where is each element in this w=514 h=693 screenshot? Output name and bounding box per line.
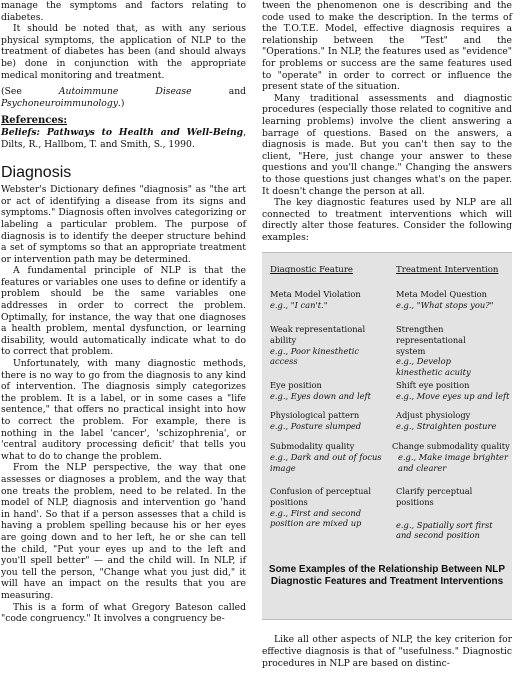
paragraph: Webster's Dictionary defines "diagnosis" as "the art or act of identifying a disease from its signs and symptoms." Diagnosis often involves categorizing or labeling a particular problem. The purpose of diagnosis is to identify the deeper structure behind a set of symptoms so that an appropriate treatment or intervention path may be determined.: [1, 184, 246, 265]
paragraph: A fundamental principle of NLP is that the features or variables one uses to define or identify a problem should be the same variables one addresses in order to correct the problem. Optimally, for instance, the way that one diagnoses a health problem, mental dysfunction, or learning disability, would automatically indicate what to do to correct that problem.: [1, 265, 246, 358]
left-column: [1, 0, 246, 625]
table-cell-feature: Submodality quality e.g., Dark and out of focus image: [270, 441, 382, 473]
paragraph: This is a form of what Gregory Bateson called "code congruency." It involves a congruency be-: [1, 601, 246, 625]
paragraph: It should be noted that, as with any serious physical symptoms, the application of NLP to the treatment of diabetes has been (and should always be) done in conjunction with the appropriate medical monitoring and treatment.: [1, 23, 246, 81]
paragraph: The key diagnostic features used by NLP are all connected to treatment interventions which will directly alter those features. Consider the following examples:: [262, 197, 512, 243]
table-cell-feature: Physiological pattern e.g., Posture slumped: [270, 410, 362, 432]
paragraph: manage the symptoms and factors relating to diabetes.: [1, 0, 246, 23]
table-cell-intervention: Change submodality quality e.g., Make image brighter and clearer: [392, 441, 510, 473]
paragraph: Unfortunately, with many diagnostic methods, there is no way to go from the diagnosis to any kind of intervention. The diagnosis simply categorizes the problem. It is a label, or in some cases a "life sentence," that offers no practical insight into how to correct the problem. For example, there is nothing in the label 'cancer', 'schizophrenia', or 'central auditory processing deficit' that tells you what to do to change the problem.: [1, 358, 246, 462]
table-cell-intervention: Strengthen representational system e.g., Develop kinesthetic acuity: [396, 324, 471, 377]
table-header-feature: Diagnostic Feature: [270, 265, 354, 276]
see-also-link-psychoneuroimmunology: Psychoneuroimmunology: [1, 97, 118, 109]
table-cell-feature: Meta Model Violation e.g., "I can't.": [270, 289, 361, 311]
table-cell-intervention: Clarify perceptual positions e.g., Spatially sort first and second position: [396, 486, 493, 541]
table-cell-intervention: Adjust physiology e.g., Straighten posture: [396, 410, 497, 432]
reference-entry: Beliefs: Pathways to Health and Well-Being, Dilts, R., Hallbom, T. and Smith, S., 1990.: [1, 126, 246, 150]
see-also-link-autoimmune: Autoimmune Disease: [58, 86, 192, 98]
table-header-intervention: Treatment Intervention: [396, 265, 499, 276]
table-cell-feature: Confusion of perceptual positions e.g., First and second position are mixed up: [270, 486, 372, 529]
paragraph: tween the phenomenon one is describing and the code used to make the description. In the terms of the T.O.T.E. Model, effective diagnosis requires a relationship between the "Test" and the "Operations." In NLP, the features used as "evidence" for problems or success are the same features used to "operate" in order to correct or influence the present state of the situation.: [262, 0, 512, 93]
paragraph: Many traditional assessments and diagnostic procedures (especially those related to cognitive and learning problems) involve the client answering a barrage of questions. Based on the answers, a diagnosis is made. But you can't then say to the client, "Here, just change your answer to these questions and you'll change." Changing the answers to those questions just changes what's on the paper. It doesn't change the person at all.: [262, 92, 512, 197]
paragraph: Like all other aspects of NLP, the key criterion for effective diagnosis is that of "usefulness." Diagnostic procedures in NLP are based on distinc-: [262, 634, 512, 669]
table-cell-intervention: Shift eye position e.g., Move eyes up and left: [396, 380, 510, 402]
table-caption: Some Examples of the Relationship Between NLP Diagnostic Features and Treatment Interventions: [268, 564, 506, 588]
see-also-note: (See Autoimmune Disease and Psychoneuroimmunology.): [1, 86, 246, 109]
section-heading: Diagnosis: [1, 164, 72, 182]
table-cell-feature: Weak representational ability e.g., Poor kinesthetic access: [270, 324, 366, 367]
references-heading: References:: [1, 115, 68, 127]
table-cell-intervention: Meta Model Question e.g., "What stops you?": [396, 289, 494, 311]
diagnostic-table: [262, 252, 512, 620]
table-cell-feature: Eye position e.g., Eyes down and left: [270, 380, 371, 402]
right-column: [262, 0, 512, 669]
paragraph: From the NLP perspective, the way that one assesses or diagnoses a problem, and the way that one treats the problem, need to be related. In the model of NLP, diagnosis and intervention go 'hand in hand'. So that if a person assesses that a child is having a problem spelling because his or her eyes are going down and to her left, he or she can tell the child, "Put your eyes up and to the left and you'll spell better" — and the child will. In NLP, if you tell the person, "Change what you just did," it will have an impact on the results that you are measuring.: [1, 462, 246, 601]
